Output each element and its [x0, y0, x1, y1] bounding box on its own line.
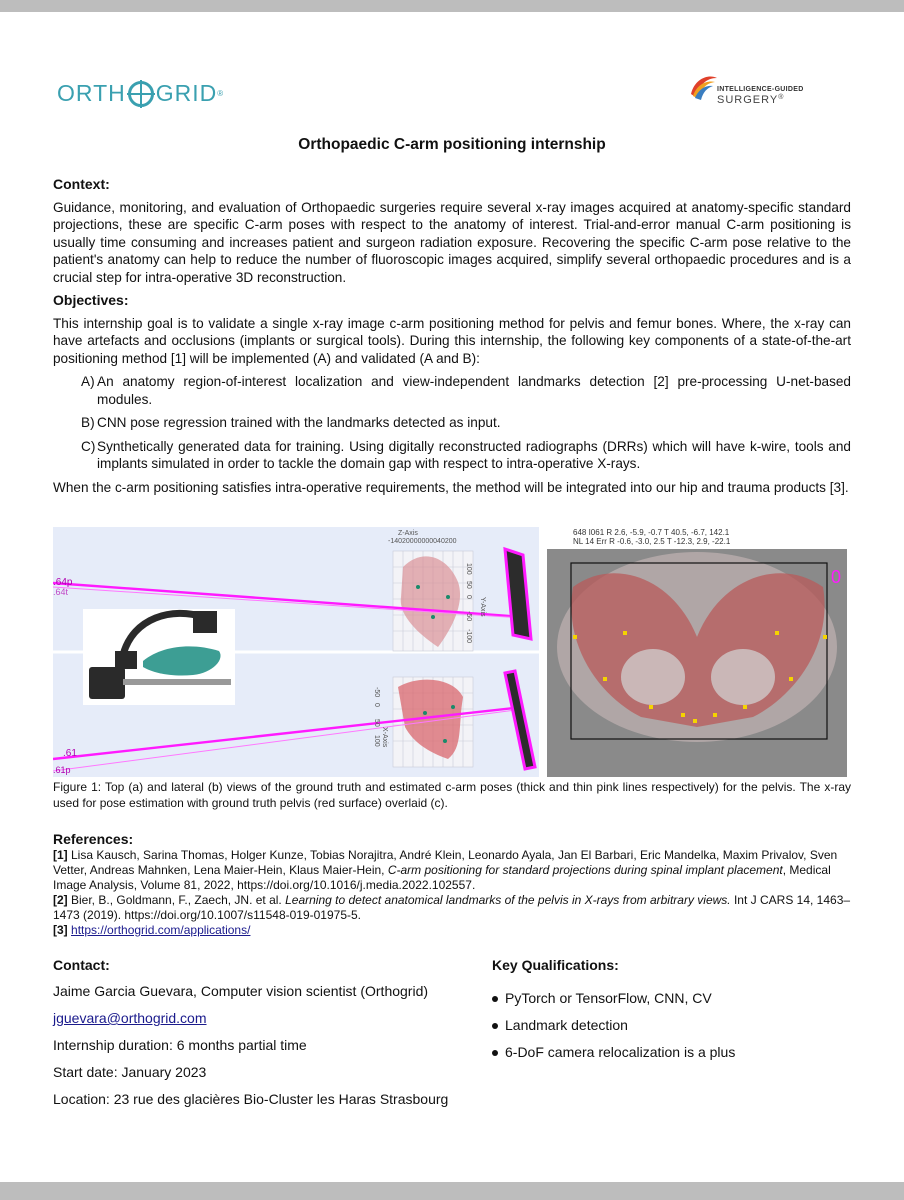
lateral-thin-label: .61p	[53, 765, 71, 775]
crosshair-icon	[128, 81, 154, 107]
reference-item: [1] Lisa Kausch, Sarina Thomas, Holger Kunze, Tobias Norajitra, André Klein, Leonardo Ayala, Jan El Barbari, Eric Mandelka, Maxim Privalov, Sven Vetter, Andreas Mahnken, Lena Maier-Hein, Klaus Maier-Hein, C-arm positioning for standard projections during spinal implant placement, Medical Image Analysis, Volume 81, 2022, https://doi.org/10.1016/j.media.2022.102557.	[53, 848, 838, 892]
objectives-list	[53, 373, 851, 473]
reference-link[interactable]: https://orthogrid.com/applications/	[71, 923, 251, 937]
y-tick: -50	[465, 611, 472, 622]
x-tick: 50	[373, 719, 380, 727]
contact-name: Jaime Garcia Guevara, Computer vision scientist (Orthogrid)	[53, 983, 429, 999]
igs-logo	[689, 70, 809, 112]
qualifications-section	[492, 957, 822, 1071]
list-item: 6-DoF camera relocalization is a plus	[492, 1044, 822, 1060]
qualifications-heading: Key Qualifications:	[492, 957, 619, 973]
bullet-icon	[492, 996, 498, 1002]
main-body	[53, 176, 851, 500]
objectives-outro: When the c-arm positioning satisfies intra-operative requirements, the method will be integrated into our hip and trauma products [3].	[53, 479, 849, 495]
swirl-icon	[689, 70, 719, 102]
x-axis-title: X-Axis	[381, 727, 388, 748]
y-tick: 0	[465, 595, 472, 599]
z-axis-ticks: -14020000000040200	[388, 538, 457, 545]
context-text: Guidance, monitoring, and evaluation of Orthopaedic surgeries require several x-ray images acquired at anatomy-specific standard projections, these are specific C-arm poses with respect to the anatomy of interest. Trial-and-error manual C-arm positioning is usually time consuming and increases patient and surgeon radiation exposure. Recovering the specific C-arm pose relative to the patient's anatomy can help to reduce the number of fluoroscopic images acquired, simplify several orthopaedic procedures and is a crucial step for intra-operative 3D reconstruction.	[53, 199, 851, 285]
objectives-intro: This internship goal is to validate a single x-ray image c-arm positioning method for pelvis and femur bones. Where, the x-ray can have artefacts and occlusions (implants or surgical tools). During this internship, the following key components of a state-of-the-art positioning method [1] will be implemented (A) and validated (A and B):	[53, 315, 851, 366]
page-title: Orthopaedic C-arm positioning internship	[298, 136, 606, 153]
y-tick: 50	[465, 581, 472, 589]
y-axis-title: Y-Axis	[479, 597, 486, 617]
internship-duration: Internship duration: 6 months partial time	[53, 1037, 307, 1053]
references	[53, 832, 851, 938]
list-item: Landmark detection	[492, 1017, 822, 1033]
registered-mark: ®	[217, 89, 225, 98]
x-tick: -50	[373, 687, 380, 698]
table	[123, 679, 231, 685]
top-thick-label: .64p	[53, 577, 73, 588]
x-tick: 100	[373, 735, 380, 747]
x-tick: 0	[373, 703, 380, 707]
references-heading: References:	[53, 831, 134, 847]
list-item: C) Synthetically generated data for training. Using digitally reconstructed radiographs (DRRs) which will have k-wire, tools and implants simulated in order to tackle the domain gap with respect to intra-operative X-rays.	[81, 438, 851, 471]
contact-heading: Contact:	[53, 957, 110, 973]
start-date: Start date: January 2023	[53, 1064, 207, 1080]
logo-text-grid: GRID	[155, 80, 218, 106]
xray-info-line-1: 648 I061 R 2.6, -5.9, -0.7 T 40.5, -6.7, 142.1	[573, 528, 730, 537]
objectives-heading: Objectives:	[53, 292, 129, 308]
document-page	[0, 12, 904, 1182]
y-tick: -100	[465, 629, 472, 644]
header-logos	[55, 70, 849, 120]
list-item: A) An anatomy region-of-interest localization and view-independent landmarks detection [2] pre-processing U-net-based modules.	[81, 374, 851, 407]
carm-detector-head	[193, 611, 217, 633]
carm-base	[89, 667, 125, 699]
z-axis-title: Z-Axis	[398, 530, 418, 537]
list-item: B) CNN pose regression trained with the landmarks detected as input.	[81, 415, 501, 430]
bullet-icon	[492, 1050, 498, 1056]
contact-section	[53, 957, 483, 1118]
xray-info-line-2: NL 14 Err R -0.6, -3.0, 2.5 T -12.3, 2.9, -22.1	[573, 537, 731, 546]
bullet-icon	[492, 1023, 498, 1029]
figure-graphic	[53, 527, 847, 777]
figure-1	[53, 527, 847, 777]
logo-line-1: INTELLIGENCE-GUIDED	[717, 86, 804, 93]
location: Location: 23 rue des glacières Bio-Cluster les Haras Strasbourg	[53, 1091, 449, 1107]
reference-item: [3] https://orthogrid.com/applications/	[53, 923, 251, 937]
xray-edge-label: 0	[831, 567, 842, 587]
y-tick: 100	[465, 563, 472, 575]
context-heading: Context:	[53, 176, 110, 192]
figure-caption: Figure 1: Top (a) and lateral (b) views of the ground truth and estimated c-arm poses (thick and thin pink lines respectively) for the pelvis. The x-ray used for pose estimation with ground truth pelvis (red surface) overlaid (c).	[53, 780, 851, 810]
logo-line-2: SURGERY®	[717, 94, 785, 106]
lateral-thick-label: .61	[63, 748, 77, 759]
list-item: PyTorch or TensorFlow, CNN, CV	[492, 990, 822, 1006]
logo-text-orth: ORTH	[57, 80, 126, 106]
qualifications-list	[492, 990, 822, 1060]
reference-item: [2] Bier, B., Goldmann, F., Zaech, JN. et al. Learning to detect anatomical landmarks of the pelvis in X-rays from arbitrary views. Int J CARS 14, 1463–1473 (2019). https://doi.org/10.1007/s11548-019-01975-5.	[53, 893, 851, 922]
orthogrid-logo	[57, 80, 224, 107]
contact-email-link[interactable]: jguevara@orthogrid.com	[53, 1010, 207, 1026]
top-thin-label: .64t	[53, 587, 69, 597]
